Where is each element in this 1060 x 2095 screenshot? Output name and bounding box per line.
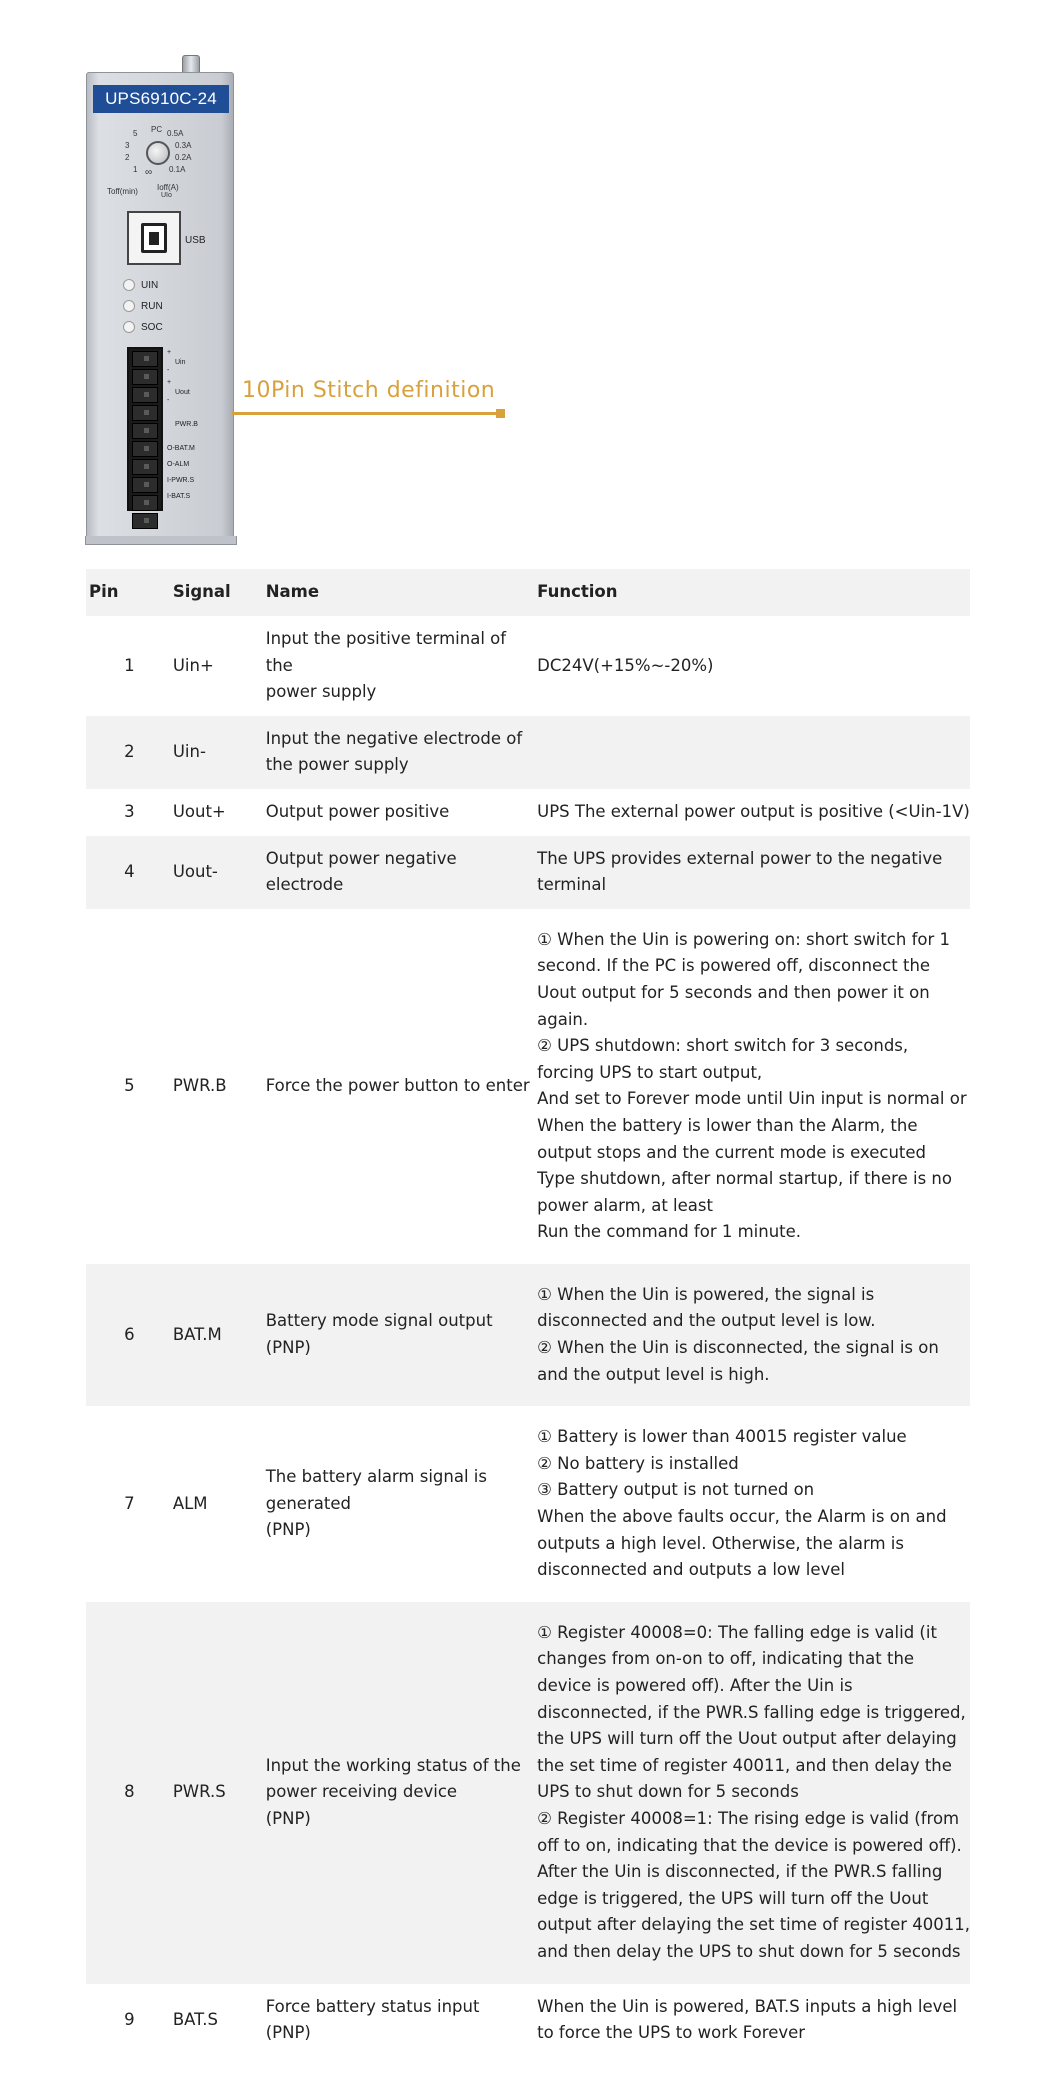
cell-name bbox=[266, 789, 537, 836]
cell-name bbox=[266, 1264, 537, 1406]
dial-panel bbox=[107, 125, 217, 203]
cell-function-line: ① Battery is lower than 40015 register value bbox=[537, 1427, 907, 1447]
pin-definition-table bbox=[86, 569, 970, 2057]
cell-function-line: UPS to shut down for 5 seconds bbox=[537, 1782, 799, 1802]
cell-function-line: ② UPS shutdown: short switch for 3 seconds, bbox=[537, 1036, 909, 1056]
dial-left-label: 5 bbox=[133, 129, 138, 138]
device-base bbox=[85, 536, 237, 545]
cell-function-line: ② No battery is installed bbox=[537, 1453, 739, 1473]
table-header-row bbox=[86, 569, 970, 616]
cell-function bbox=[537, 1264, 970, 1406]
led-label: UIN bbox=[141, 279, 159, 291]
dial-left-label: 3 bbox=[125, 141, 130, 150]
cell-function-line: power alarm, at least bbox=[537, 1195, 713, 1215]
dial-left-label: 2 bbox=[125, 153, 130, 162]
cell-name-line: (PNP) bbox=[265, 1808, 311, 1828]
cell-pin: 5 bbox=[124, 1076, 135, 1096]
cell-function-line: off to on, indicating that the device is powered off). bbox=[537, 1835, 962, 1855]
cell-signal: PWR.B bbox=[172, 1076, 227, 1096]
cell-signal: BAT.M bbox=[173, 1264, 266, 1406]
table-row bbox=[86, 1602, 970, 1984]
cell-name-line: Force the power button to enter bbox=[265, 1076, 530, 1096]
cell-name-line: Force battery status input bbox=[265, 1996, 480, 2016]
header-name: Name bbox=[266, 569, 537, 616]
cell-name-line: (PNP) bbox=[265, 2023, 311, 2043]
cell-pin: 8 bbox=[86, 1602, 173, 1984]
cell-pin: 4 bbox=[86, 836, 173, 909]
cell-function-line: and the output level is high. bbox=[537, 1364, 770, 1384]
dial-left-label: 1 bbox=[133, 165, 138, 174]
cell-name-line: generated bbox=[265, 1493, 351, 1513]
cell-function-line: terminal bbox=[537, 875, 607, 895]
cell-function-line: ② When the Uin is disconnected, the signal is on bbox=[537, 1338, 939, 1358]
cell-pin: 6 bbox=[86, 1264, 173, 1406]
cell-signal: PWR.S bbox=[173, 1602, 266, 1984]
terminal-label: Uout bbox=[175, 389, 190, 396]
cell-function bbox=[537, 909, 970, 1264]
terminal-label: O-ALM bbox=[167, 461, 190, 468]
table-row bbox=[86, 716, 970, 789]
cell-function-line: Run the command for 1 minute. bbox=[537, 1222, 802, 1242]
terminal-slot bbox=[132, 441, 158, 457]
cell-function bbox=[537, 836, 970, 909]
cell-name-line: (PNP) bbox=[265, 1520, 311, 1540]
callout-line bbox=[232, 412, 500, 415]
terminal-label: I-BAT.S bbox=[167, 493, 191, 500]
cell-name-line: the power supply bbox=[265, 755, 409, 775]
terminal-label: - bbox=[167, 367, 170, 374]
cell-function bbox=[537, 1984, 970, 2057]
terminal-label: O-BAT.M bbox=[167, 445, 195, 452]
cell-name-line: Input the positive terminal of the bbox=[265, 629, 507, 675]
model-label: UPS6910C-24 bbox=[93, 85, 229, 113]
cell-function-line: Uout output for 5 seconds and then power it on bbox=[537, 982, 930, 1002]
pin-definition-callout: 10Pin Stitch definition bbox=[242, 378, 496, 403]
terminal-slot bbox=[132, 459, 158, 475]
terminal-slot bbox=[132, 423, 158, 439]
cell-function-line: disconnected, if the PWR.S falling edge is triggered, bbox=[537, 1702, 966, 1722]
cell-name-line: power supply bbox=[265, 682, 377, 702]
cell-name-line: Output power positive bbox=[265, 801, 450, 821]
cell-function-line: And set to Forever mode until Uin input is normal or bbox=[537, 1089, 967, 1109]
dial-right-label: 0.3A bbox=[175, 141, 192, 150]
callout-dot bbox=[496, 409, 505, 418]
cell-pin: 3 bbox=[124, 801, 135, 821]
terminal-slot bbox=[132, 477, 158, 493]
cell-signal: ALM bbox=[172, 1493, 208, 1513]
usb-label: USB bbox=[185, 235, 206, 246]
cell-function-line: DC24V(+15%~-20%) bbox=[537, 655, 714, 675]
cell-function-line: ① When the Uin is powering on: short switch for 1 bbox=[537, 929, 951, 949]
cell-name-line: The battery alarm signal is bbox=[265, 1467, 487, 1487]
table-row bbox=[86, 836, 970, 909]
cell-name bbox=[266, 616, 537, 716]
cell-name-line: (PNP) bbox=[265, 1338, 311, 1358]
cell-function-line: After the Uin is disconnected, if the PWR.S falling bbox=[537, 1862, 943, 1882]
cell-function-line: second. If the PC is powered off, disconnect the bbox=[537, 956, 931, 976]
cell-function-line: disconnected and the output level is low. bbox=[537, 1311, 876, 1331]
antenna-connector bbox=[182, 55, 200, 73]
cell-name-line: Input the negative electrode of bbox=[265, 728, 523, 748]
cell-function-line: UPS The external power output is positive (<Uin-1V) bbox=[537, 801, 970, 821]
cell-function-line: edge is triggered, the UPS will turn off the Uout bbox=[537, 1888, 929, 1908]
cell-function-line: When the battery is lower than the Alarm, the bbox=[537, 1115, 918, 1135]
cell-signal: Uin+ bbox=[172, 655, 214, 675]
cell-function bbox=[537, 616, 970, 716]
cell-function-line: ① When the Uin is powered, the signal is bbox=[537, 1284, 875, 1304]
dial-right-label: 0.1A bbox=[169, 165, 186, 174]
terminal-label: - bbox=[167, 397, 170, 404]
table-body bbox=[86, 616, 970, 2057]
terminal-slot bbox=[132, 387, 158, 403]
cell-function-line: forcing UPS to start output, bbox=[537, 1062, 763, 1082]
cell-signal: BAT.S bbox=[172, 2009, 218, 2029]
cell-name bbox=[266, 1602, 537, 1984]
led-uin bbox=[123, 279, 158, 291]
header-function: Function bbox=[537, 569, 970, 616]
cell-function-line: and then delay the UPS to shut down for 5 seconds bbox=[537, 1941, 961, 1961]
cell-name-line: power receiving device bbox=[265, 1782, 458, 1802]
dial-infinity-label: ∞ bbox=[145, 167, 153, 178]
cell-name bbox=[266, 716, 537, 789]
dial-right-label: 0.2A bbox=[175, 153, 192, 162]
terminal-label: + bbox=[167, 349, 172, 356]
header-pin: Pin bbox=[86, 569, 173, 616]
led-icon bbox=[123, 300, 135, 312]
led-run bbox=[123, 300, 163, 312]
terminal-block bbox=[127, 347, 163, 511]
cell-name bbox=[266, 1984, 537, 2057]
led-icon bbox=[123, 321, 135, 333]
cell-signal: Uin- bbox=[173, 716, 266, 789]
cell-function-line: ① Register 40008=0: The falling edge is valid (it bbox=[537, 1622, 937, 1642]
cell-pin: 9 bbox=[124, 2009, 135, 2029]
terminal-label: I-PWR.S bbox=[167, 477, 195, 484]
table-row bbox=[86, 1406, 970, 1602]
cell-function-line: The UPS provides external power to the negative bbox=[537, 848, 943, 868]
cell-function bbox=[537, 1602, 970, 1984]
dial-toff-label: Toff(min) bbox=[107, 187, 138, 196]
led-icon bbox=[123, 279, 135, 291]
cell-pin: 7 bbox=[124, 1493, 135, 1513]
header-signal: Signal bbox=[173, 569, 266, 616]
cell-function-line: disconnected and outputs a low level bbox=[537, 1560, 845, 1580]
cell-function-line: the set time of register 40011, and then delay the bbox=[537, 1755, 952, 1775]
device-illustration bbox=[0, 0, 1060, 560]
cell-function-line: output after delaying the set time of register 40011, bbox=[537, 1915, 970, 1935]
cell-function bbox=[537, 716, 970, 789]
cell-pin: 1 bbox=[124, 655, 135, 675]
cell-function-line: again. bbox=[537, 1009, 589, 1029]
ups-device bbox=[86, 72, 234, 538]
cell-function-line: device is powered off). After the Uin is bbox=[537, 1676, 853, 1695]
usb-port[interactable] bbox=[127, 211, 181, 265]
terminal-label: PWR.B bbox=[175, 421, 198, 428]
cell-name-line: Battery mode signal output bbox=[265, 1311, 493, 1331]
cell-function bbox=[537, 789, 970, 836]
dial-right-label: 0.5A bbox=[167, 129, 184, 138]
terminal-labels bbox=[167, 347, 231, 511]
cell-function-line: ② Register 40008=1: The rising edge is valid (from bbox=[537, 1808, 960, 1828]
cell-name bbox=[266, 1406, 537, 1602]
terminal-slot bbox=[132, 513, 158, 529]
cell-function-line: changes from on-on to off, indicating that the bbox=[537, 1649, 915, 1669]
terminal-label: Uin bbox=[175, 359, 186, 366]
table-row bbox=[86, 1264, 970, 1406]
table-row bbox=[86, 789, 970, 836]
dial-ioff-label: Ioff(A) bbox=[157, 183, 179, 192]
cell-name bbox=[266, 909, 537, 1264]
cell-function-line: When the Uin is powered, BAT.S inputs a high level bbox=[537, 1996, 958, 2016]
table-row bbox=[86, 909, 970, 1264]
cell-function-line: to force the UPS to work Forever bbox=[537, 2023, 806, 2043]
led-label: SOC bbox=[141, 321, 163, 333]
cell-function-line: ③ Battery output is not turned on bbox=[537, 1480, 815, 1500]
cell-pin: 2 bbox=[86, 716, 173, 789]
cell-name bbox=[266, 836, 537, 909]
table-row bbox=[86, 616, 970, 716]
dial-pc-label: PC bbox=[151, 125, 163, 134]
terminal-slot bbox=[132, 495, 158, 511]
table-row bbox=[86, 1984, 970, 2057]
cell-function-line: When the above faults occur, the Alarm is on and bbox=[537, 1507, 947, 1527]
cell-function-line: output stops and the current mode is executed bbox=[537, 1142, 927, 1162]
usb-icon bbox=[141, 223, 167, 253]
cell-function-line: the UPS will turn off the Uout output after delaying bbox=[537, 1729, 957, 1749]
cell-function bbox=[537, 1406, 970, 1602]
terminal-label: + bbox=[167, 379, 172, 386]
cell-name-line: Output power negative bbox=[265, 848, 457, 868]
led-label: RUN bbox=[141, 300, 163, 312]
cell-signal: Uout+ bbox=[172, 801, 226, 821]
terminal-slot bbox=[132, 369, 158, 385]
rotary-dial[interactable] bbox=[146, 141, 170, 165]
led-soc bbox=[123, 321, 163, 333]
cell-function-line: Type shutdown, after normal startup, if there is no bbox=[537, 1169, 952, 1189]
terminal-slot bbox=[132, 405, 158, 421]
terminal-slot bbox=[132, 351, 158, 367]
cell-name-line: electrode bbox=[265, 875, 344, 895]
dial-uio-label: UIo bbox=[161, 192, 172, 199]
cell-function-line: outputs a high level. Otherwise, the alarm is bbox=[537, 1533, 904, 1553]
cell-signal: Uout- bbox=[173, 836, 266, 909]
cell-name-line: Input the working status of the bbox=[265, 1755, 521, 1775]
